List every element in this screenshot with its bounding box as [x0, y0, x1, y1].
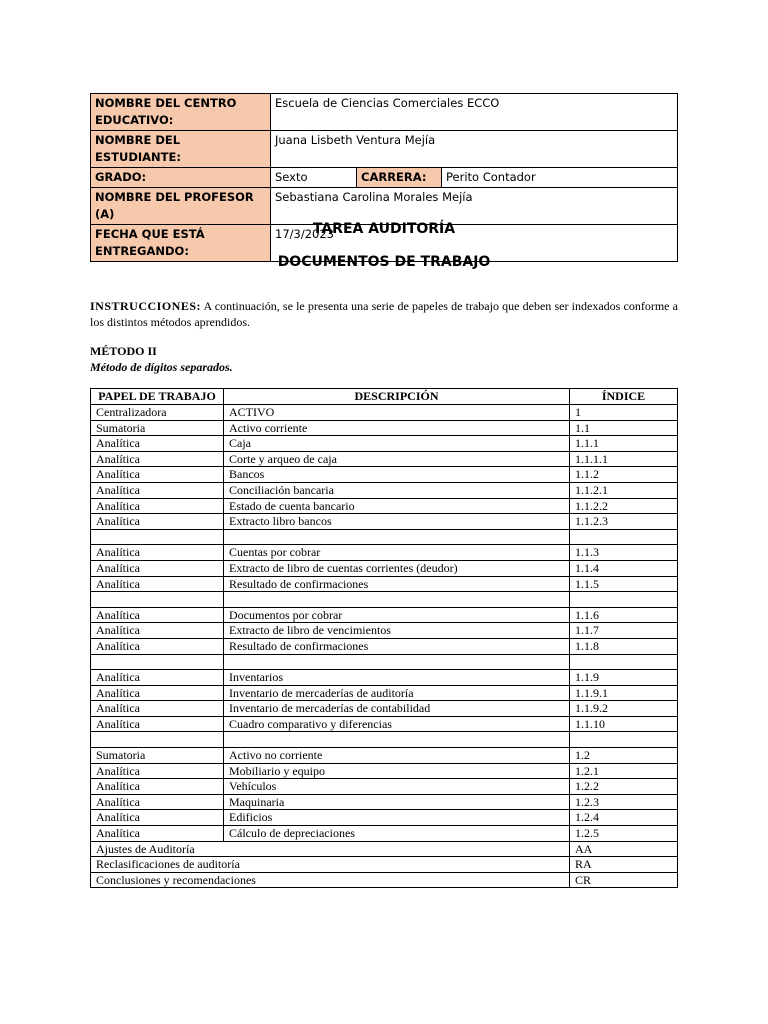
- cell-descripcion: Vehículos: [224, 779, 570, 795]
- cell-papel: Analítica: [91, 826, 224, 842]
- cell-descripcion: Caja: [224, 436, 570, 452]
- cell-indice: 1.1.2.3: [570, 514, 678, 530]
- info-row-centro: [91, 94, 678, 131]
- cell-indice: 1.1.5: [570, 576, 678, 592]
- cell-papel: Analítica: [91, 436, 224, 452]
- cell-indice: 1.1.1: [570, 436, 678, 452]
- cell-indice: 1.1.8: [570, 638, 678, 654]
- cell-indice: 1.2.2: [570, 779, 678, 795]
- cell-indice: 1.1.10: [570, 716, 678, 732]
- cell-descripcion: Estado de cuenta bancario: [224, 498, 570, 514]
- table-row: [91, 872, 678, 888]
- cell-descripcion: Extracto de libro de cuentas corrientes (deudor): [224, 560, 570, 576]
- profesor-label: NOMBRE DEL PROFESOR (A): [91, 188, 271, 225]
- cell-indice: 1.1.9.1: [570, 685, 678, 701]
- cell-papel: Analítica: [91, 763, 224, 779]
- cell-papel: Analítica: [91, 716, 224, 732]
- document-page: [90, 93, 678, 887]
- method-subtitle: Método de dígitos separados.: [90, 360, 233, 374]
- table-row: [91, 420, 678, 436]
- cell-indice: CR: [570, 872, 678, 888]
- document-title: TAREA AUDITORÍA: [312, 221, 456, 237]
- table-row: [91, 732, 678, 748]
- table-row: [91, 701, 678, 717]
- cell-descripcion: Bancos: [224, 467, 570, 483]
- cell-papel: Centralizadora: [91, 405, 224, 421]
- cell-indice: 1.1.2: [570, 467, 678, 483]
- cell-papel: Analítica: [91, 810, 224, 826]
- cell-papel: [91, 732, 224, 748]
- cell-descripcion: Maquinaria: [224, 794, 570, 810]
- carrera-value: Perito Contador: [442, 168, 678, 188]
- cell-descripcion: Activo corriente: [224, 420, 570, 436]
- cell-indice: 1.2.3: [570, 794, 678, 810]
- method-heading: [90, 343, 233, 375]
- cell-indice: [570, 732, 678, 748]
- cell-indice: 1.2.4: [570, 810, 678, 826]
- table-row: [91, 405, 678, 421]
- cell-papel: Analítica: [91, 576, 224, 592]
- profesor-value: Sebastiana Carolina Morales Mejía: [271, 188, 678, 225]
- cell-indice: 1.1.1.1: [570, 451, 678, 467]
- cell-indice: 1.1.2.2: [570, 498, 678, 514]
- cell-papel: Analítica: [91, 545, 224, 561]
- table-row: [91, 826, 678, 842]
- info-row-estudiante: [91, 131, 678, 168]
- cell-indice: 1.2.1: [570, 763, 678, 779]
- cell-indice: 1.1.3: [570, 545, 678, 561]
- table-row: [91, 779, 678, 795]
- cell-papel: Analítica: [91, 498, 224, 514]
- info-row-profesor: [91, 188, 678, 225]
- cell-indice: AA: [570, 841, 678, 857]
- info-row-grado: [91, 168, 678, 188]
- table-row: [91, 794, 678, 810]
- table-row: [91, 467, 678, 483]
- table-row: [91, 654, 678, 670]
- cell-descripcion: Extracto de libro de vencimientos: [224, 623, 570, 639]
- cell-indice: 1.1.9: [570, 670, 678, 686]
- cell-papel: Analítica: [91, 560, 224, 576]
- cell-descripcion: Conciliación bancaria: [224, 482, 570, 498]
- cell-descripcion: Edificios: [224, 810, 570, 826]
- header-papel: PAPEL DE TRABAJO: [91, 389, 224, 405]
- cell-papel: Analítica: [91, 623, 224, 639]
- cell-descripcion: [224, 529, 570, 545]
- cell-descripcion: ACTIVO: [224, 405, 570, 421]
- table-row: [91, 716, 678, 732]
- cell-papel: [91, 654, 224, 670]
- cell-indice: 1.1.6: [570, 607, 678, 623]
- cell-papel: Analítica: [91, 794, 224, 810]
- cell-indice: 1.1.7: [570, 623, 678, 639]
- cell-papel: Analítica: [91, 451, 224, 467]
- cell-papel: Analítica: [91, 670, 224, 686]
- carrera-label: CARRERA:: [357, 168, 442, 188]
- method-title: MÉTODO II: [90, 344, 157, 358]
- table-row: [91, 576, 678, 592]
- fecha-value: 17/3/2023: [271, 225, 678, 262]
- cell-indice: [570, 654, 678, 670]
- cell-indice: 1: [570, 405, 678, 421]
- instructions: [90, 298, 678, 330]
- table-row: [91, 763, 678, 779]
- cell-descripcion: Inventario de mercaderías de contabilidad: [224, 701, 570, 717]
- cell-descripcion: Inventarios: [224, 670, 570, 686]
- table-row: [91, 545, 678, 561]
- cell-papel-descripcion: Conclusiones y recomendaciones: [91, 872, 570, 888]
- cell-descripcion: Corte y arqueo de caja: [224, 451, 570, 467]
- table-row: [91, 514, 678, 530]
- cell-descripcion: [224, 732, 570, 748]
- cell-papel: Sumatoria: [91, 748, 224, 764]
- cell-descripcion: Extracto libro bancos: [224, 514, 570, 530]
- table-row: [91, 451, 678, 467]
- table-row: [91, 592, 678, 608]
- table-row: [91, 841, 678, 857]
- centro-value: Escuela de Ciencias Comerciales ECCO: [271, 94, 678, 131]
- cell-descripcion: Resultado de confirmaciones: [224, 638, 570, 654]
- table-row: [91, 560, 678, 576]
- table-row: [91, 857, 678, 873]
- header-indice: ÍNDICE: [570, 389, 678, 405]
- instructions-label: INSTRUCCIONES:: [90, 299, 202, 313]
- estudiante-value: Juana Lisbeth Ventura Mejía: [271, 131, 678, 168]
- header-descripcion: DESCRIPCIÓN: [224, 389, 570, 405]
- table-row: [91, 498, 678, 514]
- cell-papel: Analítica: [91, 607, 224, 623]
- cell-descripcion: Mobiliario y equipo: [224, 763, 570, 779]
- table-row: [91, 748, 678, 764]
- table-row: [91, 810, 678, 826]
- cell-indice: 1.1.9.2: [570, 701, 678, 717]
- cell-descripcion: Inventario de mercaderías de auditoría: [224, 685, 570, 701]
- cell-papel: Analítica: [91, 638, 224, 654]
- fecha-label: FECHA QUE ESTÁ ENTREGANDO:: [91, 225, 271, 262]
- cell-indice: 1.1: [570, 420, 678, 436]
- cell-papel: Analítica: [91, 482, 224, 498]
- cell-descripcion: [224, 654, 570, 670]
- cell-papel: Analítica: [91, 779, 224, 795]
- estudiante-label: NOMBRE DEL ESTUDIANTE:: [91, 131, 271, 168]
- cell-descripcion: Activo no corriente: [224, 748, 570, 764]
- cell-papel-descripcion: Ajustes de Auditoría: [91, 841, 570, 857]
- cell-indice: 1.2.5: [570, 826, 678, 842]
- cell-papel: Analítica: [91, 685, 224, 701]
- table-header-row: [91, 389, 678, 405]
- index-table: [90, 388, 678, 888]
- cell-descripcion: Resultado de confirmaciones: [224, 576, 570, 592]
- cell-indice: RA: [570, 857, 678, 873]
- table-row: [91, 529, 678, 545]
- cell-indice: 1.1.2.1: [570, 482, 678, 498]
- cell-indice: 1.1.4: [570, 560, 678, 576]
- cell-papel: Sumatoria: [91, 420, 224, 436]
- cell-descripcion: Cálculo de depreciaciones: [224, 826, 570, 842]
- centro-label: NOMBRE DEL CENTRO EDUCATIVO:: [91, 94, 271, 131]
- cell-papel: Analítica: [91, 701, 224, 717]
- table-row: [91, 623, 678, 639]
- table-row: [91, 436, 678, 452]
- cell-descripcion: Cuadro comparativo y diferencias: [224, 716, 570, 732]
- grado-value: Sexto: [271, 168, 357, 188]
- instructions-text: A continuación, se le presenta una serie de papeles de trabajo que deben ser indexados conforme a los distintos métodos aprendidos.: [90, 299, 678, 329]
- table-row: [91, 482, 678, 498]
- cell-papel: [91, 529, 224, 545]
- table-row: [91, 607, 678, 623]
- cell-indice: [570, 529, 678, 545]
- table-row: [91, 670, 678, 686]
- document-subtitle: DOCUMENTOS DE TRABAJO: [277, 254, 491, 270]
- cell-descripcion: Documentos por cobrar: [224, 607, 570, 623]
- cell-papel: Analítica: [91, 467, 224, 483]
- cell-descripcion: Cuentas por cobrar: [224, 545, 570, 561]
- cell-papel: Analítica: [91, 514, 224, 530]
- table-row: [91, 638, 678, 654]
- table-row: [91, 685, 678, 701]
- cell-descripcion: [224, 592, 570, 608]
- cell-papel-descripcion: Reclasificaciones de auditoría: [91, 857, 570, 873]
- cell-indice: [570, 592, 678, 608]
- cell-papel: [91, 592, 224, 608]
- cell-indice: 1.2: [570, 748, 678, 764]
- grado-label: GRADO:: [91, 168, 271, 188]
